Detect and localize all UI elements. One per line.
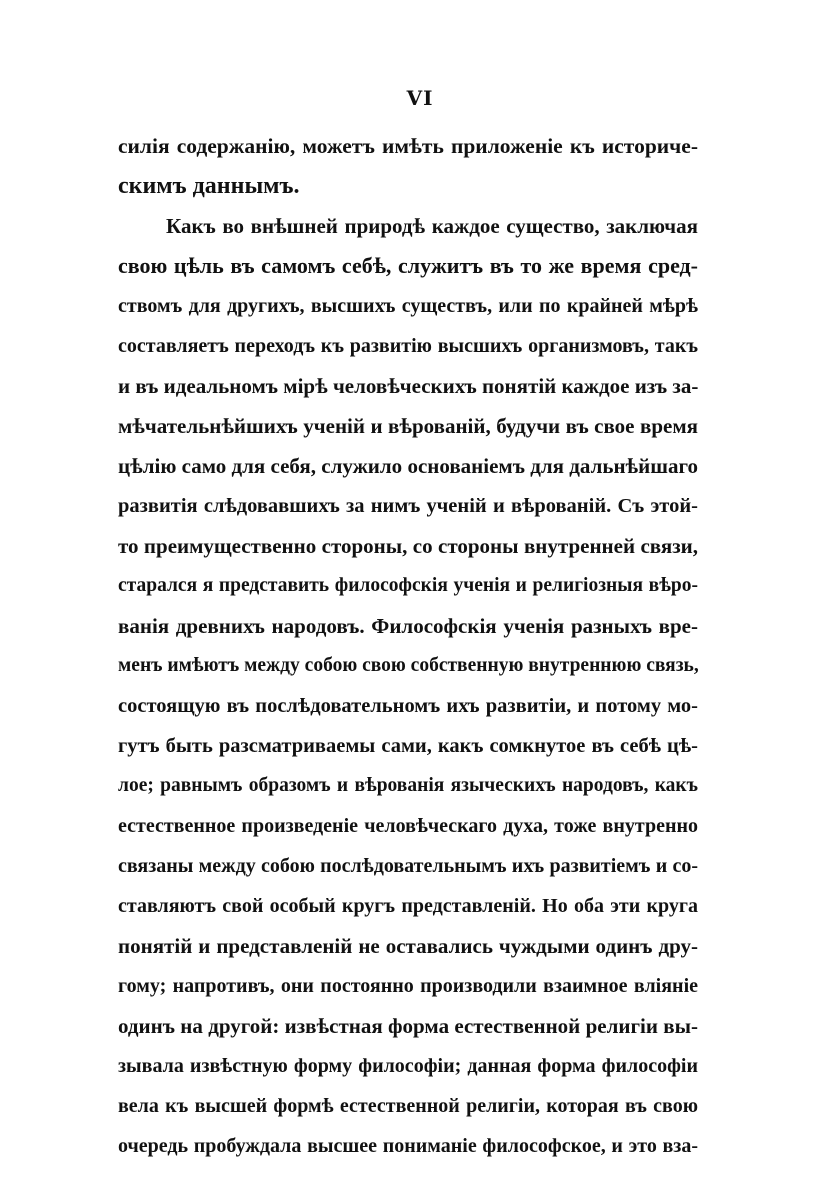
- text-line: то преимущественно стороны, со стороны внутренней связи,: [118, 534, 698, 558]
- page-number: VI: [406, 86, 434, 110]
- text-line: развитія слѣдовавшихъ за нимъ ученій и вѣрованій. Съ этой-: [118, 495, 698, 517]
- text-line: ванія древнихъ народовъ. Философскія ученія разныхъ вре-: [118, 614, 698, 638]
- text-line: свою цѣль въ самомъ себѣ, служитъ въ то же время сред-: [118, 253, 698, 278]
- text-line: старался я представить философскія ученія и религіозныя вѣро-: [118, 575, 698, 596]
- text-line: зывала извѣстную форму философіи; данная форма философіи: [118, 1055, 698, 1077]
- text-line: гому; напротивъ, они постоянно производили взаимное вліяніе: [118, 975, 698, 997]
- text-line: скимъ даннымъ.: [118, 173, 300, 199]
- text-line: менъ имѣютъ между собою свою собственную внутреннюю связь,: [118, 655, 699, 676]
- text-line: естественное произведеніе человѣческаго духа, тоже внутренно: [118, 815, 698, 837]
- text-line: одинъ на другой: извѣстная форма естественной религіи вы-: [118, 1014, 698, 1038]
- text-line: состоящую въ послѣдовательномъ ихъ развитіи, и потому мо-: [118, 695, 698, 717]
- text-line: мѣчательнѣйшихъ ученій и вѣрованій, будучи въ свое время: [118, 414, 698, 438]
- text-line: очередь пробуждала высшее пониманіе философское, и это вза-: [118, 1135, 698, 1157]
- text-line: вела къ высшей формѣ естественной религіи, которая въ свою: [118, 1095, 698, 1117]
- text-line: цѣлію само для себя, служило основаніемъ для дальнѣйшаго: [118, 454, 698, 478]
- text-line: силія содержанію, можетъ имѣть приложеніе къ историче-: [118, 134, 698, 158]
- text-line: Какъ во внѣшней природѣ каждое существо, заключая: [166, 214, 698, 238]
- text-line: ствомъ для другихъ, высшихъ существъ, или по крайней мѣрѣ: [118, 295, 698, 317]
- text-line: составляетъ переходъ къ развитію высшихъ организмовъ, такъ: [118, 335, 698, 357]
- text-line: и въ идеальномъ мірѣ человѣческихъ понятій каждое изъ за-: [118, 374, 699, 398]
- text-line: лое; равнымъ образомъ и вѣрованія языческихъ народовъ, какъ: [118, 775, 698, 796]
- text-line: ставляютъ свой особый кругъ представленій. Но оба эти круга: [118, 895, 698, 917]
- text-line: гутъ быть разсматриваемы сами, какъ сомкнутое въ себѣ цѣ-: [118, 735, 698, 757]
- text-line: связаны между собою послѣдовательнымъ ихъ развитіемъ и со-: [118, 855, 698, 877]
- text-line: понятій и представленій не оставались чуждыми одинъ дру-: [118, 934, 698, 958]
